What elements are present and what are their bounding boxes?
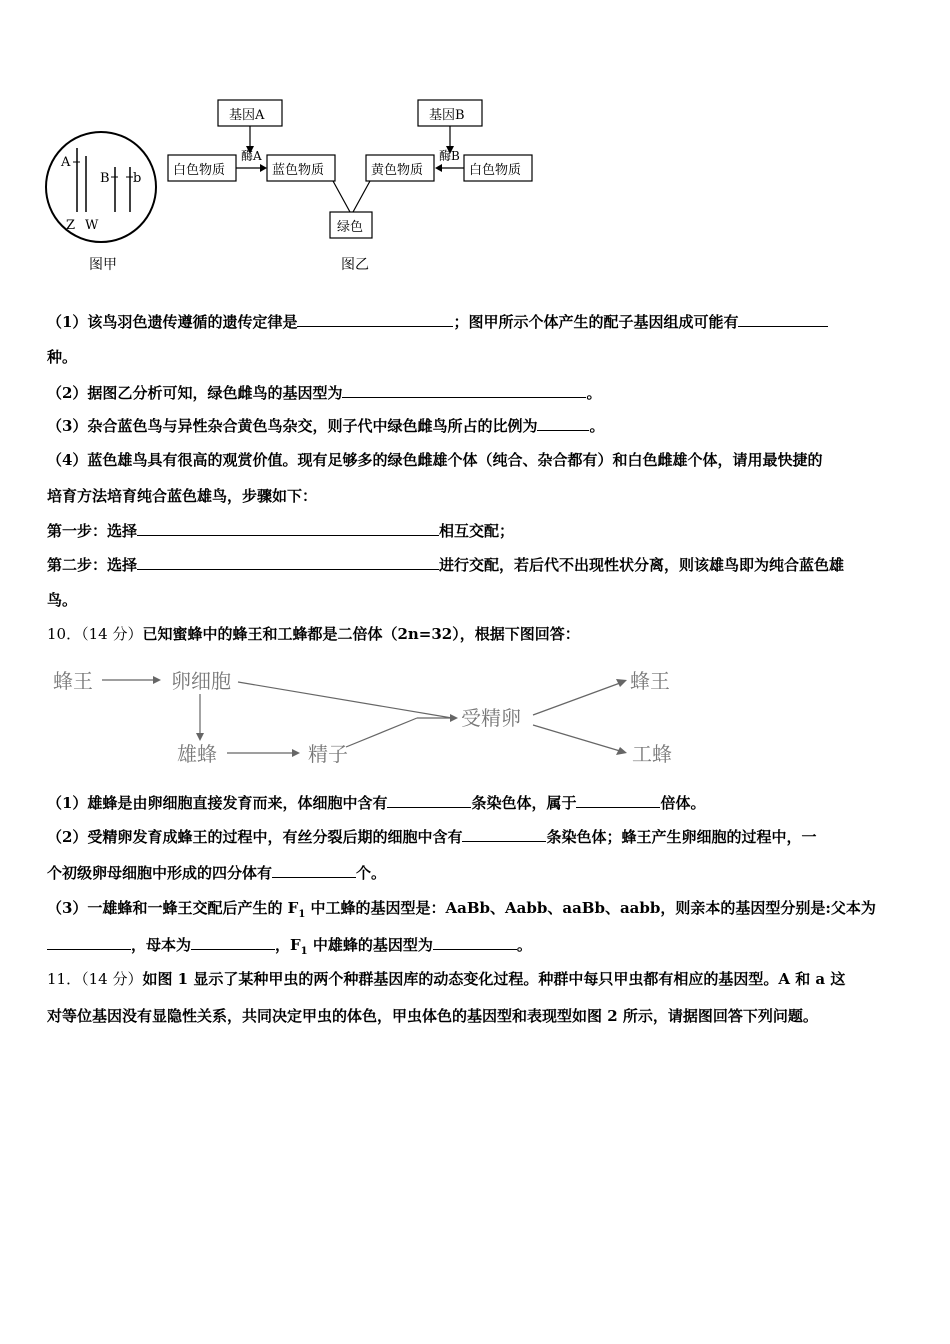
answer-blank[interactable]	[137, 520, 439, 536]
green-label: 绿色	[337, 220, 364, 235]
allele-B: B	[100, 171, 110, 186]
zygote-label: 受精卵	[461, 706, 521, 730]
q9-part4: （4）蓝色雄鸟具有很高的观赏价值。现有足够多的绿色雌雄个体（纯合、杂合都有）和白色雌雄个体，请用最快捷的	[47, 451, 823, 469]
q9-part1-cont: 种。	[47, 348, 78, 366]
q9-step2: 第二步：选择 进行交配，若后代不出现性状分离，则该雄鸟即为纯合蓝色雄	[47, 556, 845, 574]
queen-offspring-label: 蜂王	[630, 669, 670, 693]
bee-figure	[0, 655, 950, 775]
answer-blank[interactable]	[137, 554, 439, 570]
answer-blank[interactable]	[191, 934, 275, 950]
blue-substance: 蓝色物质	[272, 163, 325, 178]
drone-label: 雄蜂	[177, 742, 217, 766]
answer-blank[interactable]	[433, 934, 517, 950]
q9-part2: （2）据图乙分析可知，绿色雌鸟的基因型为 。	[47, 384, 602, 402]
answer-blank[interactable]	[462, 826, 546, 842]
gene-a-label: 基因A	[229, 108, 265, 123]
q10-part2-cont: 个初级卵母细胞中形成的四分体有 个。	[47, 864, 387, 882]
genetics-figure	[0, 0, 950, 290]
chromosome-W: W	[85, 218, 99, 233]
q10-part2: （2）受精卵发育成蜂王的过程中，有丝分裂后期的细胞中含有 条染色体；蜂王产生卵细胞的过程中，一	[47, 828, 817, 846]
yellow-substance: 黄色物质	[371, 163, 424, 178]
q10-part3: （3）一雄蜂和一蜂王交配后产生的 $F_1$ 中工蜂的基因型是：AaBb、Aabb、aaBb、aabb，则亲本的基因型分别是:父本为	[47, 899, 876, 920]
figure-jia-caption: 图甲	[89, 257, 117, 273]
q10-heading: 10．（14 分）已知蜜蜂中的蜂王和工蜂都是二倍体（2n=32），根据下图回答：	[47, 625, 580, 643]
figure-yi-caption: 图乙	[341, 257, 369, 273]
white-substance-1: 白色物质	[173, 163, 226, 178]
q9-part1: （1）该鸟羽色遗传遵循的遗传定律是 ；图甲所示个体产生的配子基因组成可能有	[47, 311, 828, 332]
answer-blank[interactable]	[576, 792, 660, 808]
answer-blank[interactable]	[342, 382, 586, 398]
enzyme-b-label: 酶B	[439, 149, 460, 163]
answer-blank[interactable]	[537, 415, 589, 431]
q9-part3: （3）杂合蓝色鸟与异性杂合黄色鸟杂交，则子代中绿色雌鸟所占的比例为 。	[47, 417, 605, 435]
allele-b: b	[133, 171, 142, 186]
answer-blank[interactable]	[272, 862, 356, 878]
q11-line2: 对等位基因没有显隐性关系，共同决定甲虫的体色，甲虫体色的基因型和表现型如图 2 所示，请据图回答下列问题。	[47, 1007, 818, 1025]
worker-label: 工蜂	[632, 742, 672, 766]
q9-step2-cont: 鸟。	[47, 591, 78, 609]
q11-heading: 11．（14 分）如图 1 显示了某种甲虫的两个种群基因库的动态变化过程。种群中每只甲虫都有相应的基因型。A 和 a 这	[47, 970, 846, 988]
answer-blank[interactable]	[738, 311, 828, 327]
egg-cell-label: 卵细胞	[171, 669, 231, 693]
q9-part4-cont: 培育方法培育纯合蓝色雄鸟，步骤如下：	[47, 487, 318, 505]
q9-step1: 第一步：选择 相互交配；	[47, 522, 515, 540]
gene-b-label: 基因B	[429, 108, 465, 123]
chromosome-Z: Z	[66, 218, 76, 233]
figure-jia	[46, 132, 156, 273]
answer-blank[interactable]	[297, 311, 453, 327]
answer-blank[interactable]	[387, 792, 471, 808]
white-substance-2: 白色物质	[469, 163, 522, 178]
allele-A: A	[61, 155, 71, 170]
q10-part1: （1）雄蜂是由卵细胞直接发育而来，体细胞中含有 条染色体，属于 倍体。	[47, 794, 706, 812]
sperm-label: 精子	[308, 742, 348, 766]
enzyme-a-label: 酶A	[241, 149, 262, 163]
q10-part3-cont: ，母本为 ，$F_1$ 中雄蜂的基因型为 。	[47, 934, 532, 962]
answer-blank[interactable]	[47, 934, 131, 950]
bee-queen-label: 蜂王	[53, 669, 93, 693]
